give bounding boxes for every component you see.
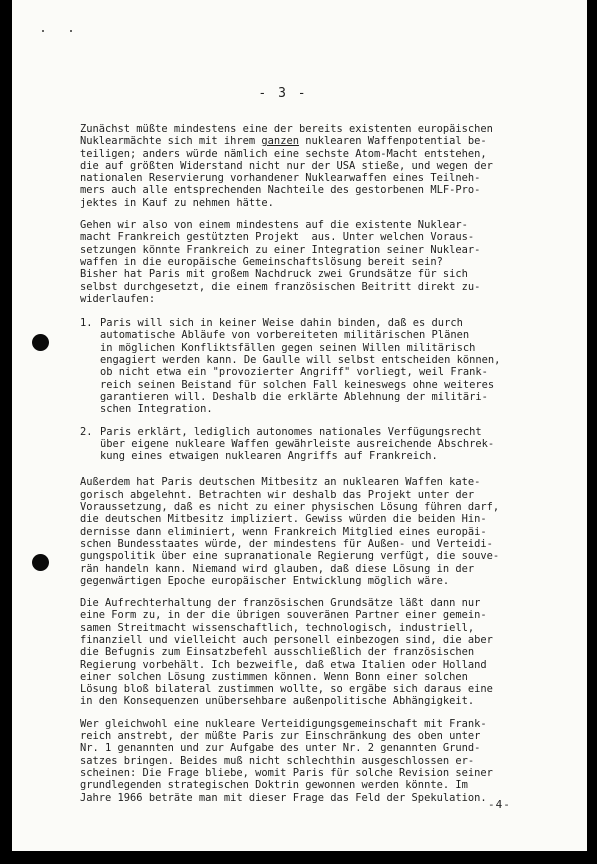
- paragraph-4: Die Aufrechterhaltung der französischen Grundsätze läßt dann nur eine Form zu, in der die übrigen souveränen Partner einer gemein- samen Streitmacht wissenschaftlich, technologisch, industriell, finanziell und vielleicht auch personell einbezogen sind, die aber die Befugnis zum Einsatzbefehl ausschließlich der französischen Regierung vorbehält. Ich bezweifle, daß etwa Italien oder Holland einer solchen Lösung zustimmen können. Wenn Bonn einer solchen Lösung bloß bilateral zustimmen wollte, so ergäbe sich daraus eine in den Konsequenzen unübersehbare außenpolitische Abhängigkeit.: [80, 597, 493, 708]
- list-item-1-text: Paris will sich in keiner Weise dahin binden, daß es durch automatische Abläufe von vorbereiteten militärischen Plänen in möglichen Konfliktsfällen gegen seinen Willen militärisch engagiert werden kann. De Gaulle will selbst entscheiden können, ob nicht etwa ein "provozierter Angriff" vorliegt, weil Frank- reich seinen Beistand für solchen Fall keineswegs ohne weiteres garantieren will. Deshalb die erklärte Ablehnung der militäri- schen Integration.: [100, 317, 501, 416]
- list-item-1-number: 1.: [80, 317, 93, 330]
- paragraph-1: [80, 123, 568, 209]
- underlined-word-ganzen: ganzen: [261, 135, 299, 148]
- paragraph-1-part-a: Zunächst müßte mindestens eine der bereits existenten europäischen Nuklearmächte sich mit ihrem: [80, 123, 493, 148]
- paragraph-2: Gehen wir also von einem mindestens auf die existente Nuklear- macht Frankreich gestützten Projekt aus. Unter welchen Voraus- setzungen könnte Frankreich zu einer Integration seiner Nuklear- waffen in die europäische Gemeinschaftslösung bereit sein? Bisher hat Paris mit großem Nachdruck zwei Grundsätze für sich selbst durchgesetzt, die einem französischen Beitritt direkt zu- widerlaufen:: [80, 219, 481, 305]
- document-page: [12, 0, 587, 851]
- punch-hole-top: [32, 334, 49, 351]
- list-item-1: [80, 317, 568, 415]
- corner-mark-left: [42, 30, 44, 32]
- paragraph-1-part-b: nuklearen Waffenpotential be- teiligen; anders würde nämlich eine sechste Atom-Macht entstehen, die auf größten Widerstand nicht nur der USA stieße, und wegen der nationalen Reservierung vorhandener Nuklearwaffen eines Teilneh- mers auch alle entsprechenden Nachteile des gestorbenen MLF-Pro- jektes in Kauf zu nehmen hätte.: [80, 135, 493, 209]
- corner-mark-right: [70, 30, 72, 32]
- document-body: [80, 123, 568, 814]
- continuation-marker: -4-: [488, 798, 511, 811]
- paragraph-3: Außerdem hat Paris deutschen Mitbesitz an nuklearen Waffen kate- gorisch abgelehnt. Betrachten wir deshalb das Projekt unter der Voraussetzung, daß es nicht zu einer physischen Lösung führen darf, die deutschen Mitbesitz impliziert. Gewiss würden die beiden Hin- dernisse dann eliminiert, wenn Frankreich Mitglied eines europäi- schen Bundesstaates würde, der mindestens für Außen- und Verteidi- gungspolitik über eine supranationale Regierung verfügt, die souve- rän handeln kann. Niemand wird glauben, daß diese Lösung in der gegenwärtigen Epoche europäischer Entwicklung möglich wäre.: [80, 476, 500, 587]
- punch-hole-bottom: [32, 554, 49, 571]
- list-item-2-number: 2.: [80, 425, 93, 438]
- paragraph-5: Wer gleichwohl eine nukleare Verteidigungsgemeinschaft mit Frank- reich anstrebt, der müßte Paris zur Einschränkung des oben unter Nr. 1 genannten und zur Aufgabe des unter Nr. 2 genannten Grund- satzes bringen. Beides muß nicht schlechthin ausgeschlossen er- scheinen: Die Frage bliebe, womit Paris für solche Revision seiner grundlegenden strategischen Doktrin gewonnen werden könnte. Im Jahre 1966 beträte man mit dieser Frage das Feld der Spekulation.: [80, 717, 493, 804]
- list-item-2-text: Paris erklärt, lediglich autonomes nationales Verfügungsrecht über eigene nukleare Waffen gewährleiste ausreichende Abschrek- kung eines etwaigen nuklearen Angriffs auf Frankreich.: [100, 425, 495, 463]
- page-number: - 3 -: [258, 86, 308, 101]
- list-item-2: [80, 426, 568, 463]
